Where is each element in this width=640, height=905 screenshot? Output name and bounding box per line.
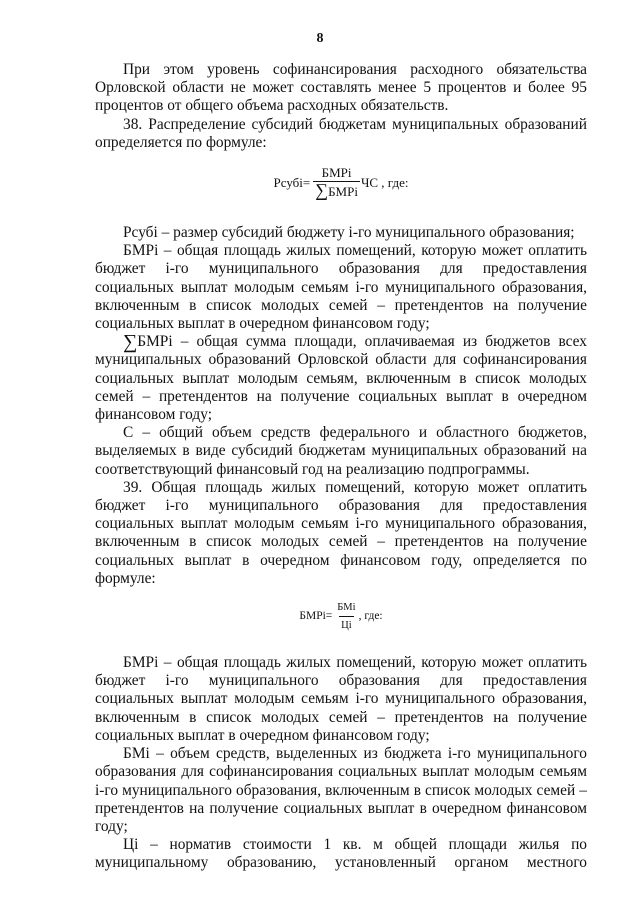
formula-area-tail: , где:	[358, 609, 383, 622]
formula-area	[95, 596, 587, 636]
sigma-symbol: ∑	[123, 331, 138, 354]
page-content	[95, 61, 587, 873]
formula-area-lhs: БМРi=	[299, 609, 333, 622]
definition-rsub: Рсубi – размер субсидий бюджету i-го муниципального образования;	[123, 224, 575, 242]
definition-bmr-2: БМРi – общая площадь жилых помещений, которую может оплатить бюджет i-го муниципального образования для предоставления социальных выплат молодым семьям i-го муниципального образования, включенным в список молодых семей – претендентов на получение социальных выплат в очередном финансовом году;	[95, 654, 587, 744]
sigma-symbol: ∑	[315, 180, 329, 201]
definition-sum-bmr-text: БМРi – общая сумма площади, оплачиваемая из бюджетов всех муниципальных образований Орловской области для софинансирования социальных выплат молодым семьям, включенным в список молодых семей – претендентов на получение социальных выплат в очередном финансовом году;	[95, 333, 587, 424]
formula-subsidy-tail: ЧС , где:	[360, 174, 409, 190]
definition-bmr: БМРi – общая площадь жилых помещений, которую может оплатить бюджет i-го муниципального образования для предоставления социальных выплат молодым семьям i-го муниципального образования, включенным в список молодых семей – претендентов на получение социальных выплат в очередном финансовом году;	[95, 242, 587, 333]
page-number: 8	[316, 31, 324, 46]
formula-area-denominator: Цi	[339, 616, 354, 633]
formula-subsidy	[95, 158, 587, 206]
formula-subsidy-fraction	[313, 165, 360, 199]
definition-c: С – общий объем средств федерального и областного бюджетов, выделяемых в виде субсидий бюджетам муниципальных образований на соответствующий финансовый год на реализацию подпрограммы.	[95, 424, 587, 478]
formula-subsidy-denominator-wrap	[313, 181, 360, 199]
formula-subsidy-denominator: БМРi	[328, 184, 358, 200]
formula-area-numerator: БМi	[337, 601, 356, 613]
formula-subsidy-numerator: БМРi	[321, 165, 352, 181]
definition-ts: Цi – норматив стоимости 1 кв. м общей площади жилья по муниципальному образованию, установленный органом местного	[95, 836, 587, 872]
formula-subsidy-lhs: Рсубi=	[273, 174, 311, 190]
formula-area-fraction	[335, 600, 357, 633]
paragraph-cofinancing-level: При этом уровень софинансирования расходного обязательства Орловской области не может составлять менее 5 процентов и более 95 процентов от общего объема расходных обязательств.	[95, 61, 587, 115]
definition-bm: БМi – объем средств, выделенных из бюджета i-го муниципального образования для софинансирования социальных выплат молодым семьям i-го муниципального образования, включенным в список молодых семей – претендентов на получение социальных выплат в очередном финансовом году;	[95, 745, 587, 835]
paragraph-39: 39. Общая площадь жилых помещений, которую может оплатить бюджет i-го муниципального образования для предоставления социальных выплат молодым семьям i-го муниципального образования, включенным в список молодых семей – претендентов на получение социальных выплат в очередном финансовом году, определяется по формуле:	[95, 478, 587, 587]
paragraph-38: 38. Распределение субсидий бюджетам муниципальных образований определяется по формуле:	[95, 115, 587, 151]
definition-sum-bmr	[95, 333, 587, 424]
